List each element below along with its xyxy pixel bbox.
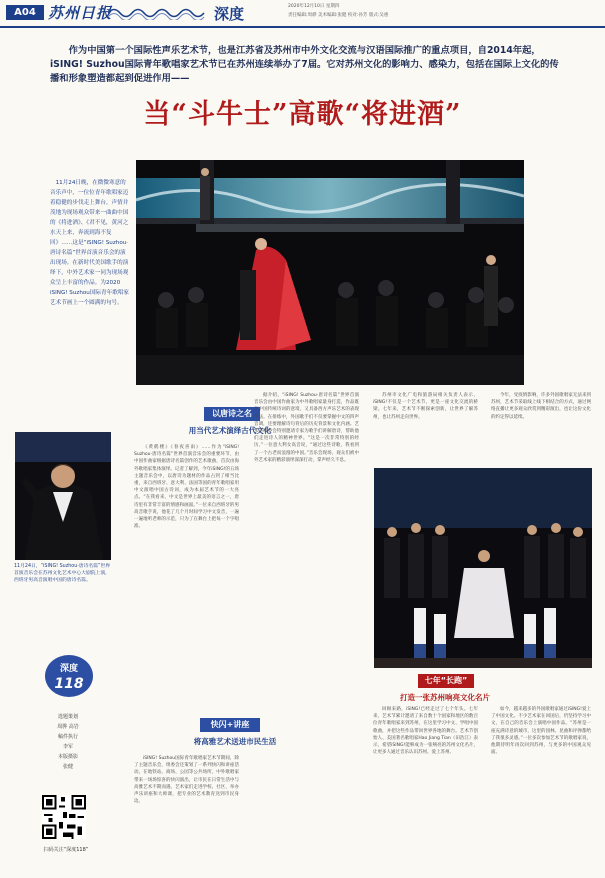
subhead-line-flashmob: 将高雅艺术送进市民生活 — [193, 737, 277, 746]
intro-paragraph: 11月24日晚，在微微寒意的音乐声中，一位位青年歌唱家迈着稳健的步伐走上舞台，声情并茂地为现场观众带来一曲曲中国的《将进酒》、《君不见，黄河之水天上来，奔流到海不复回》……这是“iSING! Suzhou·唐诗名篇”世界首演音乐会的演出现场。在新时代美国歌手的演绎下，中外艺术家一同为现场观众呈上丰富的作品。为2020 iSING! Suzhou国际青年歌唱家艺术节画上一个圆满的句号。 — [50, 180, 129, 306]
badge-line2: 118 — [54, 676, 84, 692]
body-column-7: 如今，越来越多的外国歌唱家通过iSING!爱上了中国文化。不少艺术家在回国后，仍坚持学习中文，在自己的音乐会上演唱中国作品。“苏州是一座充满诗意的城市，这里的园林、昆曲和评弹都给了我很多灵感。”一位多次参加艺术节的歌唱家说，他期待明年再次回到苏州，与更多的中国观众见面。 — [491, 707, 591, 756]
section-title: 深度 — [214, 5, 245, 23]
page-number-tag: A04 — [6, 5, 44, 20]
body-column-1: 《黄鹤楼》《春夜喜雨》……作为“iSING! Suzhou·唐诗名篇”世界首演音乐会的重要环节，由中国作曲家根据唐诗名篇创作的艺术歌曲，首次由海外歌唱家集体演绎。记者了解到，今年iSING!的五场主题音乐会中，以唐诗为题材的作品占到了相当比重，来自西班牙、意大利、法国等国的青年歌唱家用中文演唱中国古诗词，成为本届艺术节的一大亮点。“在我看来，中文是世界上最美的语言之一，唐诗里有非常丰富的情感和画面。”一位来自西班牙的男高音歌手说，他花了几个月时间学习中文发音，一遍一遍地听老师的示范，只为了在舞台上把每一个字唱准。 — [134, 445, 239, 530]
wave-ornament-icon — [108, 6, 208, 20]
choir-group-photo — [374, 468, 592, 668]
body-column-5: iSING! Suzhou国际青年歌唱家艺术节期间，除了主题音乐会，组委会还策划了一系列快闪和讲座活动。在地铁站、商场、公园等公共场所，中外歌唱家带来一场场惊喜的快闪演出，让市民在日常生活中与高雅艺术不期而遇。艺术家们走进学校、社区，举办声乐讲座和大师课，把专业的艺术教育送到市民身边。 — [134, 756, 239, 805]
header-rule — [0, 26, 605, 28]
subhead-tag-tang-poems: 以唐诗之名 — [204, 407, 260, 421]
qr-caption: 扫码关注“深度118” — [43, 847, 89, 853]
badge-line1: 深度 — [59, 664, 79, 674]
editor-credits: 责任编辑:周骅 美术编辑:张健 校对:孙芳 版式:吴惠 — [288, 13, 389, 18]
subhead-tag-seven-years: 七年“长跑” — [418, 674, 474, 688]
subhead-tag-flashmob: 快闪+讲座 — [200, 718, 260, 732]
body-column-4: 今年，受疫情影响，许多外国歌唱家无法来到苏州，艺术节采取线上线下相结合的方式，通过网络直播让更多观众欣赏到精彩演出，也让这份文化的约定得以延续。 — [491, 393, 591, 420]
issue-date: 2020年12月10日 星期四 — [288, 4, 340, 9]
concert-stage-photo — [136, 160, 524, 385]
body-column-3: 苏州市文化广电和旅游局相关负责人表示，iSING!不仅是一个艺术节，更是一座文化交流的桥梁。七年来，艺术节不断探索创新，让世界了解苏州，也让苏州走向世界。 — [373, 393, 478, 420]
shendu-118-badge — [44, 654, 94, 698]
newspaper-masthead: 苏州日报 — [48, 4, 113, 22]
qr-code-icon[interactable] — [42, 795, 86, 839]
photo-caption: 11月24日，“iSING! Suzhou·唐诗名篇”世界首演音乐会在苏州文化艺术中心大剧院上演，西班牙男高音演唱中国的唐诗名篇。 — [14, 564, 111, 583]
staff-credits: 选题策划 周骅 高岩 稿件执行 李军 本版摄影 张健 — [57, 714, 79, 770]
subhead-line-tang-poems: 用当代艺术演绎古代文化 — [188, 426, 272, 435]
body-column-2: 据介绍，“iSING! Suzhou·唐诗名篇”世界首演音乐会由中国作曲家为中外歌唱家量身打造，作品既有中国传统诗词的意境，又具备西方声乐艺术的表现手法。在排练中，外国歌手们不仅要掌握中文的四声音调，还要理解诗句背后的历史背景和文化内涵。艺术节组委会特别邀请专家为歌手们讲解唐诗，帮助他们走进诗人的精神世界。“这是一次非常特别的经历，”一位意大利女高音说，“通过这些诗歌，我看到了一个古老而浪漫的中国。”音乐会现场，观众们被中外艺术家的精彩演绎深深打动，掌声经久不息。 — [254, 393, 359, 463]
headline: 当“斗牛士”高歌“将进酒” — [143, 99, 462, 130]
tenor-singer-photo — [15, 432, 111, 560]
subhead-line-seven-years: 打造一张苏州响亮文化名片 — [400, 693, 490, 702]
body-column-6: 回顾来路，iSING!已经走过了七个年头。七年来，艺术节累计邀请了来自数十个国家和地区的数百位青年歌唱家来到苏州，在这里学习中文、学唱中国歌曲，并把这些作品带回世界各地的舞台。艺术节创始人、美国著名歌唱家Hao Jiang Tian（田浩江）表示，希望iSING!能够成为一张响亮的苏州文化名片，让更多人通过音乐认识苏州、爱上苏州。 — [373, 707, 478, 756]
lead-paragraph: 作为中国第一个国际性声乐艺术节，也是江苏省及苏州市中外文化交流与汉语国际推广的重点项目，自2014年起，iSING! Suzhou国际青年歌唱家艺术节已在苏州连续举办了7届。它对苏州文化的影响力、感染力，包括在国际上文化的传播和形象塑造都起到促进作用—— — [50, 45, 559, 84]
